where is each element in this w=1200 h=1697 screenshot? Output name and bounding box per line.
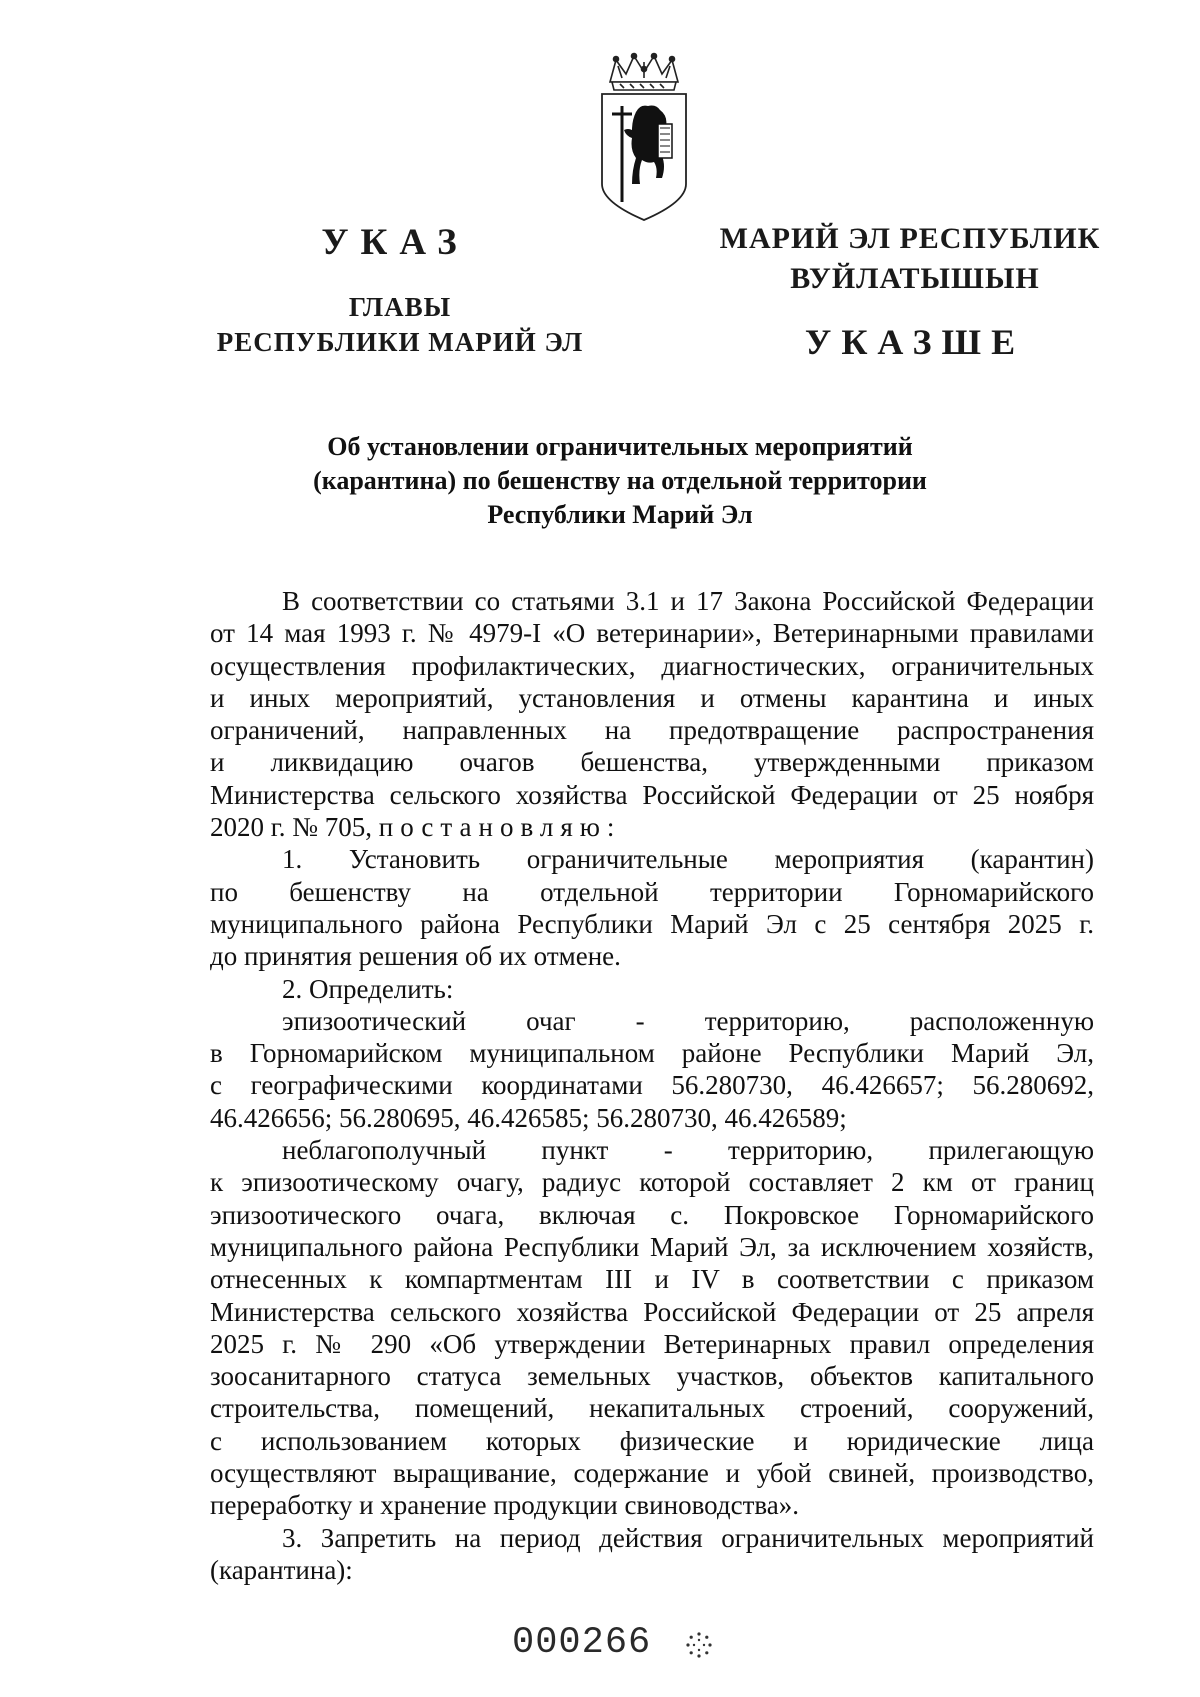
paragraph-line: неблагополучный пункт - территорию, прилегающую bbox=[282, 1135, 1094, 1166]
paragraph-line: переработку и хранение продукции свиноводства». bbox=[210, 1490, 800, 1521]
dotted-circle-mark-icon bbox=[684, 1630, 714, 1660]
paragraph-line: зоосанитарного статуса земельных участков, объектов капитального bbox=[210, 1361, 1094, 1392]
paragraph-line: 2. Определить: bbox=[282, 973, 454, 1004]
title-line: Об установлении ограничительных мероприятий bbox=[327, 432, 913, 461]
header-respubliki: РЕСПУБЛИКИ МАРИЙ ЭЛ bbox=[216, 327, 584, 357]
paragraph-line: эпизоотический очаг - территорию, расположенную bbox=[282, 1005, 1094, 1036]
paragraph-line: муниципального района Республики Марий Эл, за исключением хозяйств, bbox=[210, 1231, 1094, 1262]
paragraph-line bbox=[210, 811, 1094, 843]
paragraph-line: от 14 мая 1993 г. № 4979-I «О ветеринарии», Ветеринарными правилами bbox=[210, 618, 1094, 649]
paragraph-line: строительства, помещений, некапитальных строений, сооружений, bbox=[210, 1393, 1094, 1424]
paragraph-line: осуществления профилактических, диагностических, ограничительных bbox=[210, 650, 1094, 681]
paragraph-line: (карантина): bbox=[210, 1554, 353, 1585]
paragraph-line: ограничений, направленных на предотвращение распространения bbox=[210, 715, 1094, 746]
paragraph-line: до принятия решения об их отмене. bbox=[210, 941, 621, 972]
header-mari-line2: ВУЙЛАТЫШЫН bbox=[790, 262, 1040, 295]
serial-number: 000266 bbox=[512, 1622, 652, 1664]
paragraph-line: в Горномарийском муниципальном районе Республики Марий Эл, bbox=[210, 1038, 1094, 1069]
paragraph-line: и ликвидацию очагов бешенства, утвержденными приказом bbox=[210, 747, 1094, 778]
paragraph-line: 46.426656; 56.280695, 46.426585; 56.280730, 46.426589; bbox=[210, 1102, 847, 1133]
header-ukazshe: УКАЗШЕ bbox=[804, 322, 1026, 362]
paragraph-line: 1. Установить ограничительные мероприятия (карантин) bbox=[282, 844, 1094, 875]
paragraph-line: Министерства сельского хозяйства Российской Федерации от 25 апреля bbox=[210, 1296, 1094, 1327]
paragraph-line: 3. Запретить на период действия ограничительных мероприятий bbox=[282, 1522, 1094, 1553]
header-ukaz: УКАЗ bbox=[321, 222, 469, 263]
header-glavy: ГЛАВЫ bbox=[348, 292, 452, 322]
paragraph-line: к эпизоотическому очагу, радиус которой составляет 2 км от границ bbox=[210, 1167, 1094, 1198]
paragraph-line: В соответствии со статьями 3.1 и 17 Закона Российской Федерации bbox=[282, 586, 1094, 616]
postanovlyayu-word: постановляю: bbox=[378, 812, 622, 843]
title-line: Республики Марий Эл bbox=[487, 500, 753, 529]
paragraph-line: и иных мероприятий, установления и отмены карантина и иных bbox=[210, 682, 1094, 713]
paragraph-line: с использованием которых физические и юридические лица bbox=[210, 1425, 1094, 1456]
paragraph-line: осуществляют выращивание, содержание и убой свиней, производство, bbox=[210, 1458, 1094, 1489]
preamble-order-ref: 2020 г. № 705, bbox=[210, 812, 373, 843]
header-mari-line1: МАРИЙ ЭЛ РЕСПУБЛИК bbox=[719, 222, 1101, 255]
paragraph-line: с географическими координатами 56.280730, 46.426657; 56.280692, bbox=[210, 1070, 1094, 1101]
coat-of-arms-emblem bbox=[596, 52, 692, 222]
crown-icon bbox=[610, 54, 678, 91]
paragraph-line: Министерства сельского хозяйства Российской Федерации от 25 ноября bbox=[210, 779, 1094, 810]
paragraph-line: 2025 г. № 290 «Об утверждении Ветеринарных правил определения bbox=[210, 1328, 1094, 1359]
paragraph-line: муниципального района Республики Марий Эл с 25 сентября 2025 г. bbox=[210, 908, 1094, 939]
paragraph-line: по бешенству на отдельной территории Горномарийского bbox=[210, 876, 1094, 907]
decree-body bbox=[210, 585, 1094, 1586]
title-line: (карантина) по бешенству на отдельной территории bbox=[313, 466, 927, 495]
paragraph-line: эпизоотического очага, включая с. Покровское Горномарийского bbox=[210, 1199, 1094, 1230]
paragraph-line: отнесенных к компартментам III и IV в соответствии с приказом bbox=[210, 1264, 1094, 1295]
decree-title bbox=[240, 430, 1000, 532]
